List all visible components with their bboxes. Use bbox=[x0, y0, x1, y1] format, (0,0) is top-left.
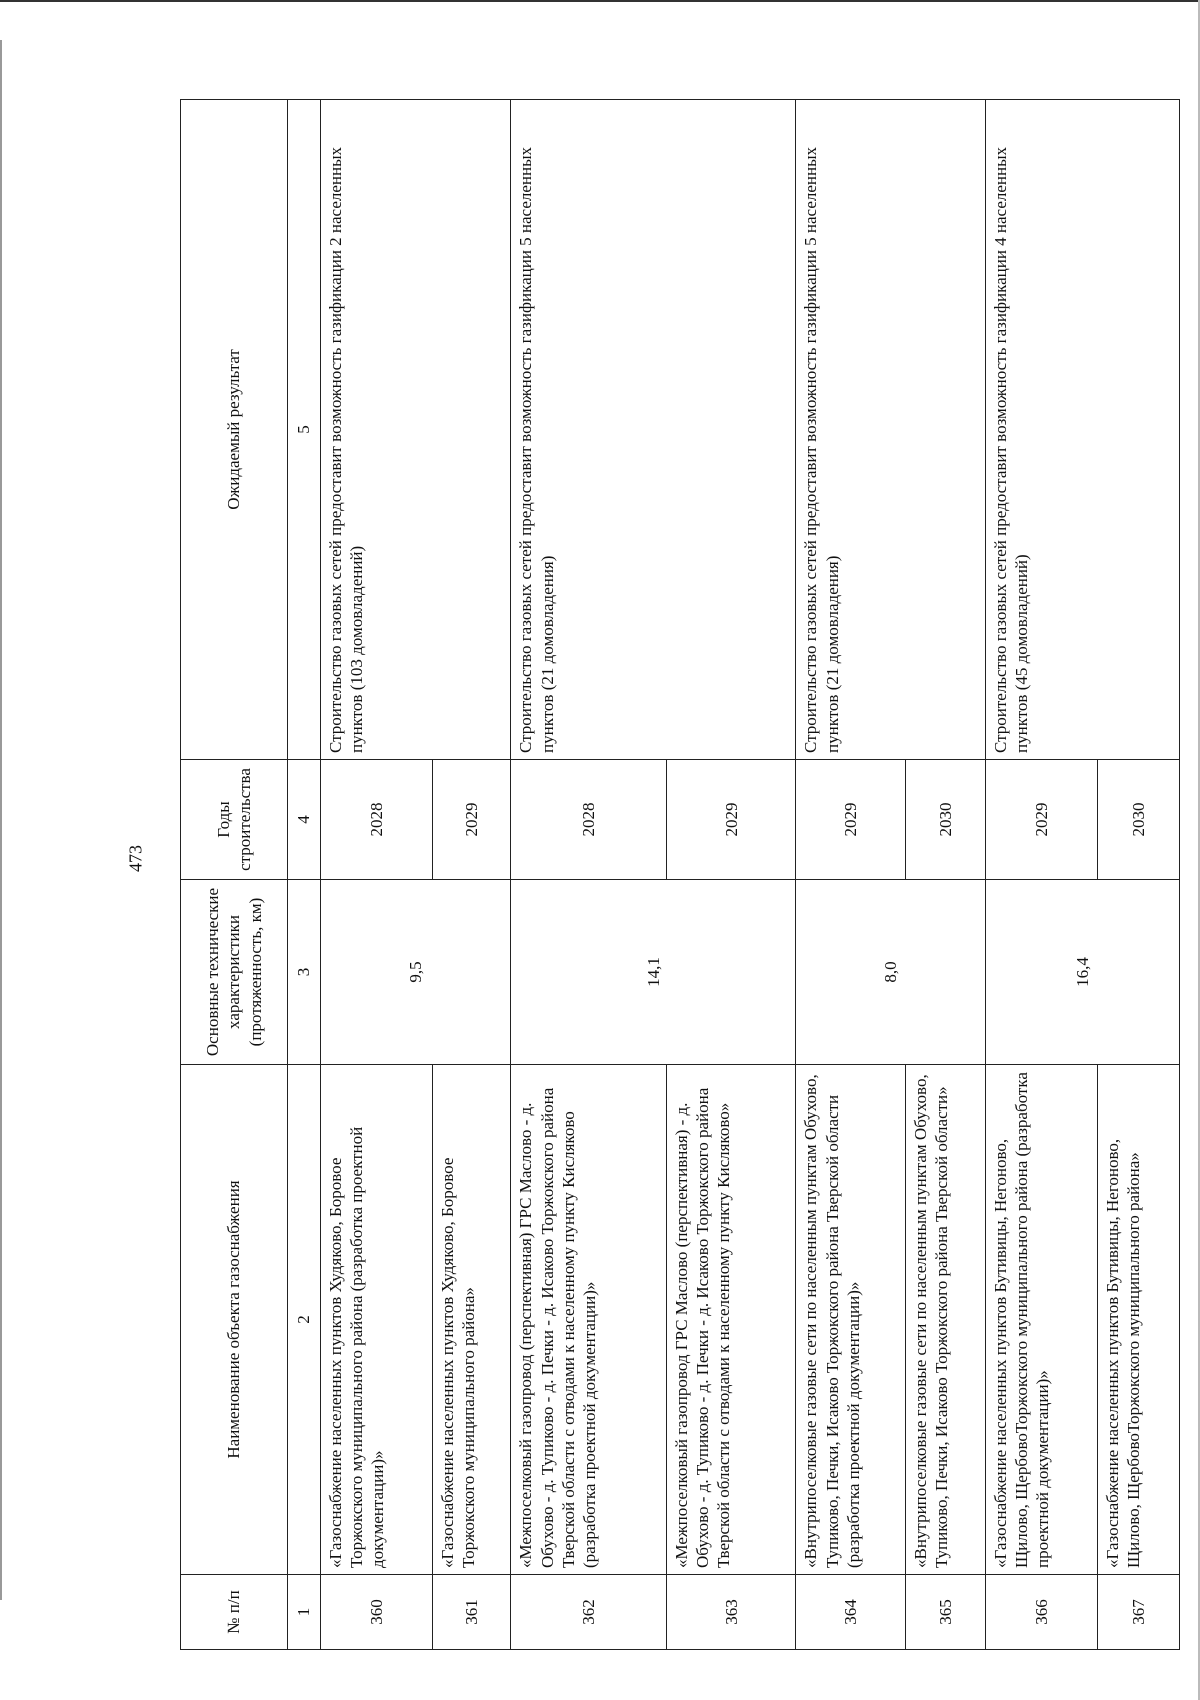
row-year: 2029 bbox=[432, 760, 510, 880]
row-name: «Межпоселковый газопровод (перспективная) ГРС Маслово - д. Обухово - д. Тупиково - д. Печки - д. Исаково Торжокского района Тверской области с отводами к населенному пункту Кисляково (разработка проектной документации)» bbox=[511, 1065, 667, 1575]
row-year: 2029 bbox=[796, 760, 906, 880]
row-year: 2030 bbox=[1097, 760, 1179, 880]
row-name: «Внутрипоселковые газовые сети по населенным пунктам Обухово, Тупиково, Печки, Исаково Торжокского района Тверской области (разработка проектной документации)» bbox=[796, 1065, 906, 1575]
header-years: Годы строительства bbox=[181, 760, 288, 880]
row-num: 364 bbox=[796, 1575, 906, 1650]
index-row bbox=[288, 100, 321, 1650]
index-cell: 5 bbox=[288, 100, 321, 760]
row-length: 16,4 bbox=[985, 880, 1179, 1065]
row-year: 2030 bbox=[905, 760, 985, 880]
row-length: 9,5 bbox=[320, 880, 511, 1065]
row-num: 362 bbox=[511, 1575, 667, 1650]
table-row bbox=[511, 100, 667, 1650]
row-result: Строительство газовых сетей предоставит возможность газификации 5 населенных пунктов (21 домовладения) bbox=[796, 100, 985, 760]
row-length: 14,1 bbox=[511, 880, 796, 1065]
row-result: Строительство газовых сетей предоставит возможность газификации 2 населенных пунктов (103 домовладений) bbox=[320, 100, 511, 760]
row-num: 365 bbox=[905, 1575, 985, 1650]
row-name: «Газоснабжение населенных пунктов Бутивицы, Негоново, Щилово, ЩербовоТоржокского муниципального района (разработка проектной документации)» bbox=[985, 1065, 1097, 1575]
row-num: 367 bbox=[1097, 1575, 1179, 1650]
row-num: 366 bbox=[985, 1575, 1097, 1650]
header-name: Наименование объекта газоснабжения bbox=[181, 1065, 288, 1575]
header-row bbox=[181, 100, 288, 1650]
table-row bbox=[985, 100, 1097, 1650]
row-result: Строительство газовых сетей предоставит возможность газификации 4 населенных пунктов (45 домовладений) bbox=[985, 100, 1179, 760]
scan-edge-top bbox=[0, 0, 1200, 2]
row-num: 361 bbox=[432, 1575, 510, 1650]
table-row bbox=[320, 100, 432, 1650]
row-name: «Газоснабжение населенных пунктов Худяково, Боровое Торжокского муниципального района» bbox=[432, 1065, 510, 1575]
row-name: «Внутрипоселковые газовые сети по населенным пунктам Обухово, Тупиково, Печки, Исаково Торжокского района Тверской области» bbox=[905, 1065, 985, 1575]
gas-supply-table bbox=[180, 99, 1180, 1650]
row-num: 360 bbox=[320, 1575, 432, 1650]
row-year: 2028 bbox=[511, 760, 667, 880]
table-row bbox=[796, 100, 906, 1650]
row-year: 2029 bbox=[666, 760, 796, 880]
header-result: Ожидаемый результат bbox=[181, 100, 288, 760]
row-num: 363 bbox=[666, 1575, 796, 1650]
index-cell: 4 bbox=[288, 760, 321, 880]
scan-edge-left bbox=[0, 40, 2, 1600]
header-num: № п/п bbox=[181, 1575, 288, 1650]
row-name: «Газоснабжение населенных пунктов Бутивицы, Негоново, Щилово, ЩербовоТоржокского муниципального района» bbox=[1097, 1065, 1179, 1575]
index-cell: 3 bbox=[288, 880, 321, 1065]
row-name: «Газоснабжение населенных пунктов Худяково, Боровое Торжокского муниципального района (разработка проектной документации)» bbox=[320, 1065, 432, 1575]
row-year: 2029 bbox=[985, 760, 1097, 880]
rotated-table-container bbox=[180, 100, 1180, 1650]
index-cell: 2 bbox=[288, 1065, 321, 1575]
row-year: 2028 bbox=[320, 760, 432, 880]
row-name: «Межпоселковый газопровод ГРС Маслово (перспективная) - д. Обухово - д. Тупиково - д. Печки - д. Исаково Торжокского района Тверской области с отводами к населенному пункту Кисляково» bbox=[666, 1065, 796, 1575]
row-result: Строительство газовых сетей предоставит возможность газификации 5 населенных пунктов (21 домовладения) bbox=[511, 100, 796, 760]
header-specs: Основные технические характеристики (протяженность, км) bbox=[181, 880, 288, 1065]
index-cell: 1 bbox=[288, 1575, 321, 1650]
row-length: 8,0 bbox=[796, 880, 985, 1065]
page-number: 473 bbox=[125, 845, 146, 872]
